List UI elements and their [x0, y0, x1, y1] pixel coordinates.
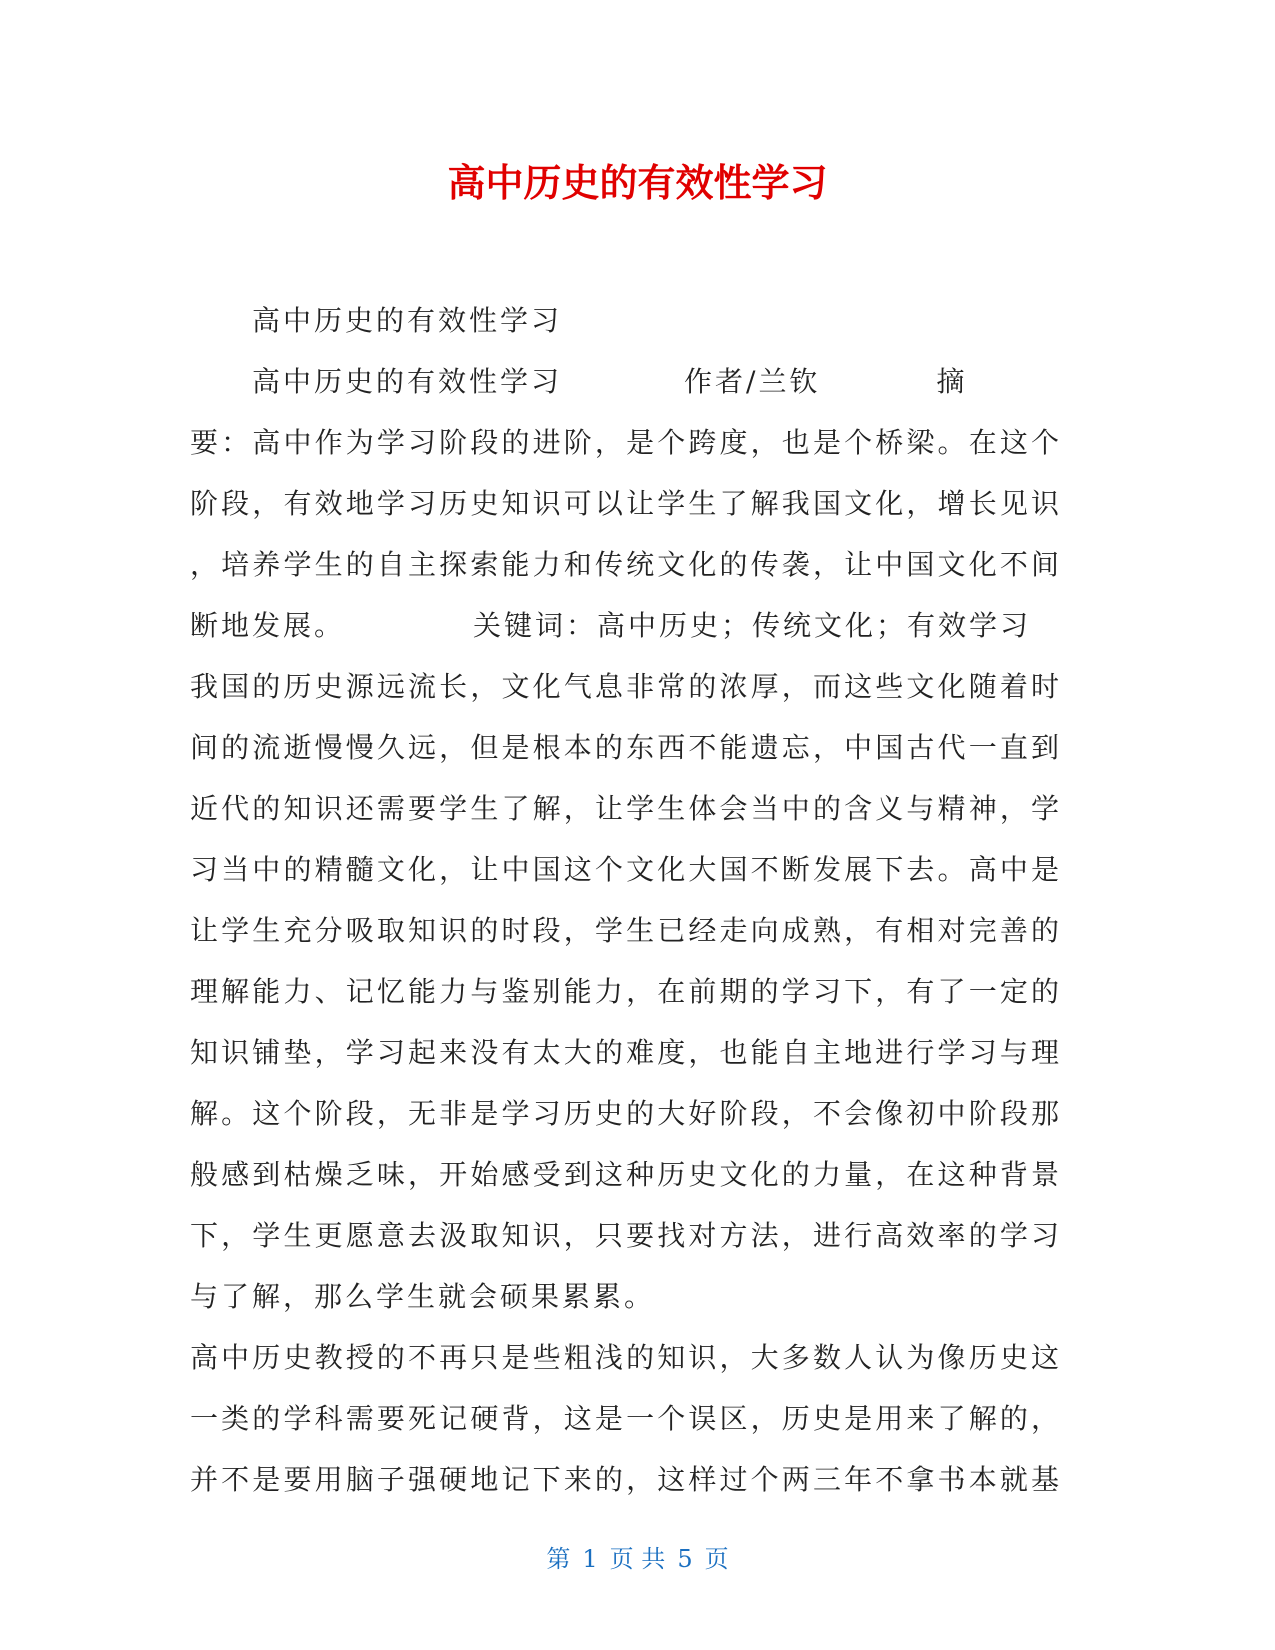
body-line: 阶段，有效地学习历史知识可以让学生了解我国文化，增长见识: [190, 487, 1062, 520]
body-line: 解。这个阶段，无非是学习历史的大好阶段，不会像初中阶段那: [190, 1097, 1062, 1130]
body-line: 让学生充分吸取知识的时段，学生已经走向成熟，有相对完善的: [190, 914, 1062, 947]
body-line: 近代的知识还需要学生了解，让学生体会当中的含义与精神，学: [190, 792, 1062, 825]
total-pages-number: 5: [677, 1545, 693, 1573]
body-line: 般感到枯燥乏味，开始感受到这种历史文化的力量，在这种背景: [190, 1158, 1062, 1191]
body-line: 理解能力、记忆能力与鉴别能力，在前期的学习下，有了一定的: [190, 975, 1062, 1008]
body-line: 要：高中作为学习阶段的进阶，是个跨度，也是个桥梁。在这个: [190, 426, 1062, 459]
body-line: 习当中的精髓文化，让中国这个文化大国不断发展下去。高中是: [190, 853, 1062, 886]
body-line: 一类的学科需要死记硬背，这是一个误区，历史是用来了解的，: [190, 1402, 1062, 1435]
page-label-suffix: 页: [704, 1545, 729, 1573]
body-line: 我国的历史源远流长，文化气息非常的浓厚，而这些文化随着时: [190, 670, 1062, 703]
body-line: 间的流逝慢慢久远，但是根本的东西不能遗忘，中国古代一直到: [190, 731, 1062, 764]
body-line: 高中历史教授的不再只是些粗浅的知识，大多数人认为像历史这: [190, 1341, 1062, 1374]
page-label-mid: 页 共: [609, 1545, 666, 1573]
body-line: 知识铺垫，学习起来没有太大的难度，也能自主地进行学习与理: [190, 1036, 1062, 1069]
body-line: 与了解，那么学生就会硕果累累。: [190, 1280, 656, 1313]
body-line: ，培养学生的自主探索能力和传统文化的传袭，让中国文化不间: [190, 548, 1062, 581]
body-line: 高中历史的有效性学习: [252, 304, 563, 337]
body-line: 并不是要用脑子强硬地记下来的，这样过个两三年不拿书本就基: [190, 1463, 1062, 1496]
body-line: 断地发展。 关键词：高中历史；传统文化；有效学习: [190, 609, 1032, 642]
body-line: 高中历史的有效性学习 作者/兰钦 摘: [252, 365, 968, 398]
body-line: 下，学生更愿意去汲取知识，只要找对方法，进行高效率的学习: [190, 1219, 1062, 1252]
current-page-number: 1: [582, 1545, 598, 1573]
document-body: [190, 290, 1062, 1510]
page-footer: [0, 1543, 1275, 1575]
page-label-prefix: 第: [546, 1545, 571, 1573]
document-title: 高中历史的有效性学习: [447, 161, 828, 205]
